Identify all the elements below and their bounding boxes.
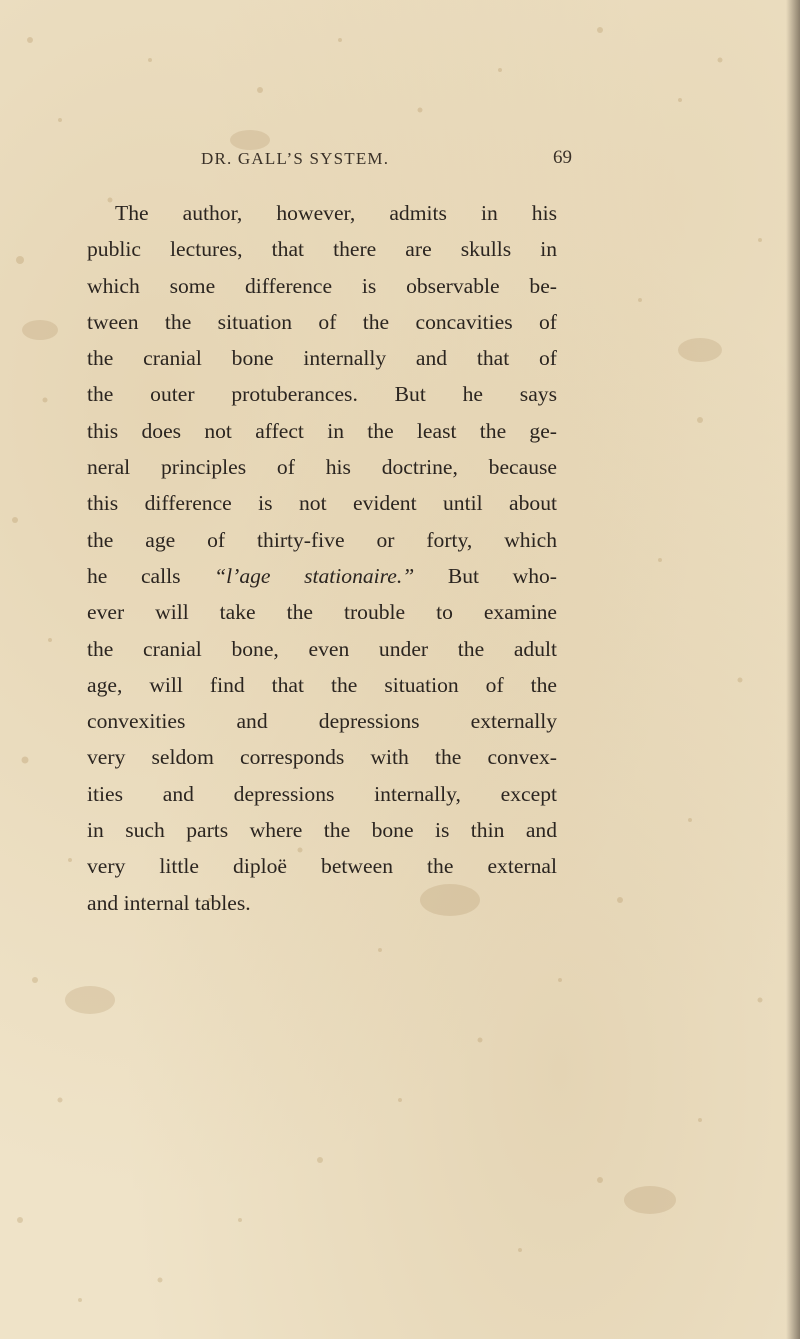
text-line: the outer protuberances. But he says [87, 382, 557, 407]
text-line: this difference is not evident until about [87, 491, 557, 516]
text-line: age, will find that the situation of the [87, 672, 557, 697]
text-line: which some difference is observable be- [87, 273, 557, 298]
text-line: the cranial bone internally and that of [87, 346, 557, 371]
text-line: tween the situation of the concavities of [87, 309, 557, 334]
text-span: But who- [414, 563, 558, 588]
text-line: very seldom corresponds with the convex- [87, 745, 557, 770]
body-paragraph [87, 195, 557, 921]
text-line: the cranial bone, even under the adult [87, 636, 557, 661]
text-span: he calls [87, 563, 215, 588]
page-number: 69 [553, 147, 572, 168]
text-line [87, 558, 557, 594]
text-line: in such parts where the bone is thin and [87, 818, 557, 843]
text-line: ever will take the trouble to examine [87, 600, 557, 625]
page-gutter-shadow [786, 0, 800, 1339]
text-line: public lectures, that there are skulls in [87, 237, 557, 262]
running-head: DR. GALL’S SYSTEM. [201, 149, 390, 168]
text-line: ities and depressions internally, except [87, 781, 557, 806]
text-line: neral principles of his doctrine, because [87, 455, 557, 480]
text-line: very little diploë between the external [87, 854, 557, 879]
text-line: convexities and depressions externally [87, 709, 557, 734]
text-line: and internal tables. [87, 890, 251, 915]
text-line: the age of thirty-five or forty, which [87, 527, 557, 552]
page-header [0, 147, 800, 177]
text-line: this does not affect in the least the ge- [87, 418, 557, 443]
italic-quote: “l’age stationaire.” [214, 563, 415, 588]
text-line: The author, however, admits in his [115, 201, 557, 225]
